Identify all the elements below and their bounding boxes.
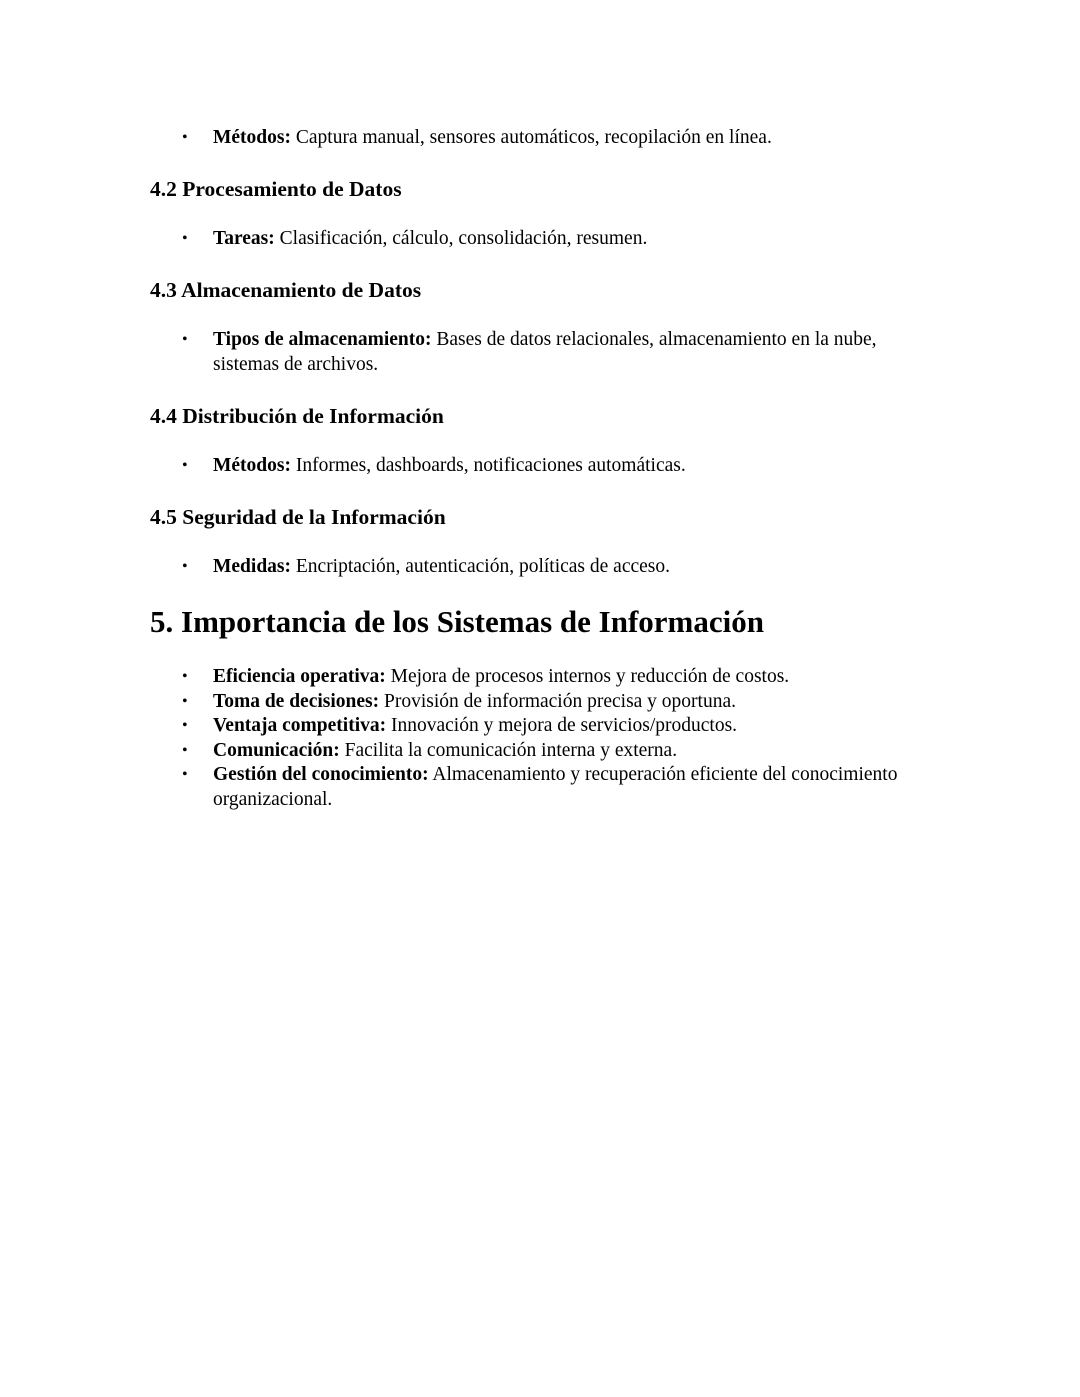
item-label: Eficiencia operativa: bbox=[213, 666, 386, 687]
bullet-list bbox=[150, 227, 910, 252]
item-text: Informes, dashboards, notificaciones automáticas. bbox=[290, 455, 686, 476]
list-item bbox=[150, 763, 910, 812]
list-item bbox=[150, 714, 910, 739]
item-text: Mejora de procesos internos y reducción de costos. bbox=[385, 666, 790, 687]
item-label: Ventaja competitiva: bbox=[213, 715, 387, 736]
section-heading: 4.3 Almacenamiento de Datos bbox=[150, 278, 422, 302]
bullet-icon: • bbox=[182, 692, 188, 710]
item-label: Tipos de almacenamiento: bbox=[213, 329, 432, 350]
section-4-3-list-block bbox=[150, 328, 910, 377]
section-5-list-block bbox=[150, 665, 910, 812]
list-item bbox=[150, 328, 910, 377]
section-4-5-list-block bbox=[150, 555, 910, 580]
bullet-icon: • bbox=[182, 230, 188, 247]
bullet-icon: • bbox=[182, 741, 188, 759]
item-text: Encriptación, autenticación, políticas de acceso. bbox=[291, 556, 671, 577]
section-4-4-list-block bbox=[150, 454, 910, 479]
item-label: Métodos: bbox=[213, 455, 291, 476]
item-text: Almacenamiento y recuperación eficiente del conocimiento organizacional. bbox=[213, 764, 898, 810]
bullet-list bbox=[150, 328, 910, 377]
section-5 bbox=[150, 603, 910, 641]
item-label: Toma de decisiones: bbox=[213, 690, 380, 712]
bullet-list bbox=[150, 126, 910, 151]
bullet-icon: • bbox=[182, 558, 188, 575]
item-text: Provisión de información precisa y oportuna. bbox=[379, 690, 736, 712]
item-label: Métodos: bbox=[213, 127, 291, 148]
bullet-list bbox=[150, 454, 910, 479]
section-4-2 bbox=[150, 176, 910, 202]
item-label: Tareas: bbox=[213, 228, 275, 249]
bullet-icon: • bbox=[182, 766, 188, 783]
item-label: Comunicación: bbox=[213, 739, 340, 761]
list-item bbox=[150, 454, 910, 479]
section-heading: 4.5 Seguridad de la Información bbox=[150, 505, 446, 529]
list-item bbox=[150, 665, 910, 690]
bullet-list bbox=[150, 555, 910, 580]
list-item bbox=[150, 126, 910, 151]
item-label: Medidas: bbox=[213, 556, 291, 577]
list-item bbox=[150, 555, 910, 580]
section-4-4 bbox=[150, 403, 910, 429]
section-heading: 4.2 Procesamiento de Datos bbox=[150, 177, 402, 201]
item-text: Innovación y mejora de servicios/productos. bbox=[386, 715, 738, 736]
list-item bbox=[150, 690, 910, 715]
bullet-icon: • bbox=[182, 331, 188, 348]
item-text: Clasificación, cálculo, consolidación, resumen. bbox=[274, 228, 648, 249]
section-4-3 bbox=[150, 277, 910, 303]
section-4-2-list-block bbox=[150, 227, 910, 252]
bullet-list bbox=[150, 665, 910, 812]
section-4-5 bbox=[150, 504, 910, 530]
bullet-icon: • bbox=[182, 457, 188, 474]
item-text: Facilita la comunicación interna y externa. bbox=[339, 739, 678, 761]
item-text: Captura manual, sensores automáticos, recopilación en línea. bbox=[290, 127, 772, 148]
list-item bbox=[150, 739, 910, 764]
list-item bbox=[150, 227, 910, 252]
bullet-icon: • bbox=[182, 717, 188, 734]
top-list-block bbox=[150, 126, 910, 151]
bullet-icon: • bbox=[182, 668, 188, 685]
item-text: Bases de datos relacionales, almacenamiento en la nube, sistemas de archivos. bbox=[213, 329, 877, 375]
section-title: 5. Importancia de los Sistemas de Información bbox=[150, 604, 764, 639]
section-heading: 4.4 Distribución de Información bbox=[150, 404, 444, 428]
bullet-icon: • bbox=[182, 129, 188, 146]
item-label: Gestión del conocimiento: bbox=[213, 764, 429, 785]
